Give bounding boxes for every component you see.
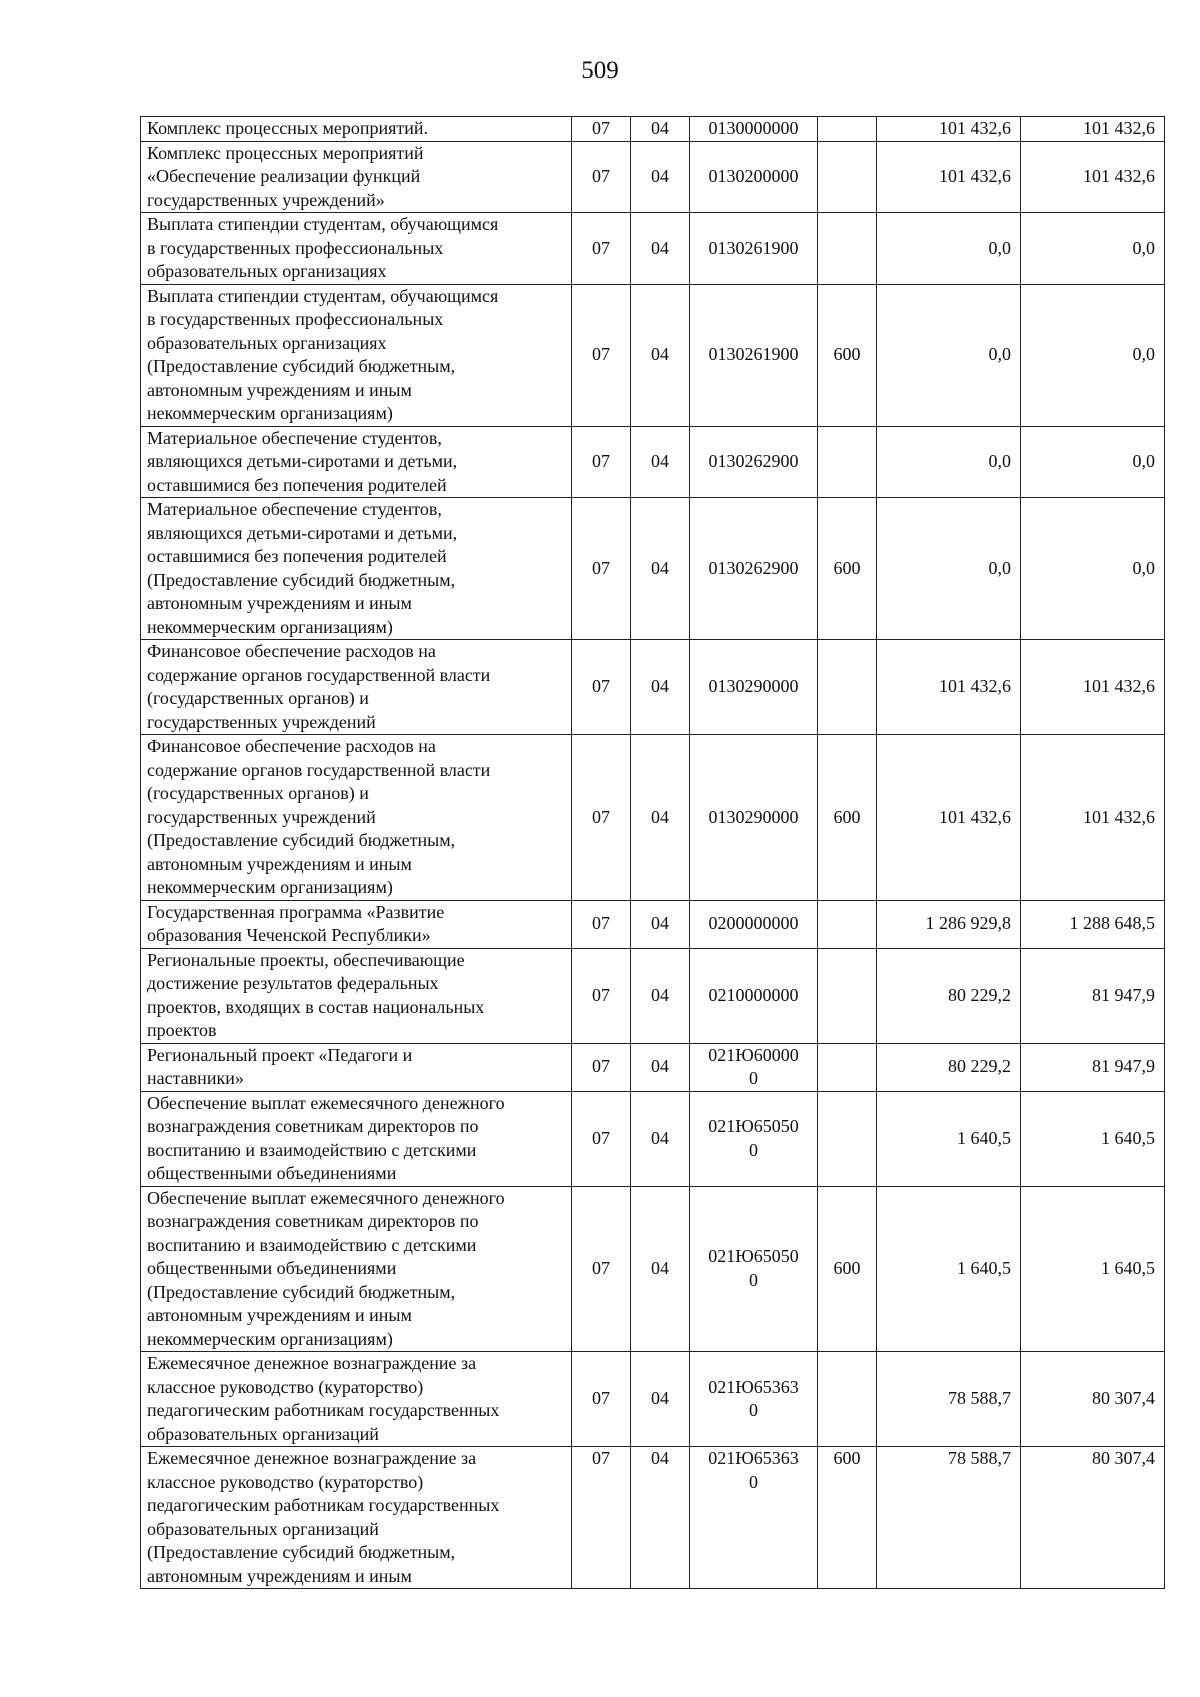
row-name-cell: Выплата стипендии студентам, обучающимся в государственных профессиональных образовательных организациях — [141, 213, 572, 285]
table-row — [141, 1352, 1165, 1447]
row-subsection-code: 04 — [631, 498, 690, 640]
row-target-article-code: 021Ю65050 0 — [690, 1091, 818, 1186]
row-target-article-code: 0200000000 — [690, 900, 818, 948]
row-amount-year-1: 0,0 — [877, 213, 1021, 285]
page-number: 509 — [581, 57, 619, 84]
row-target-article-code: 021Ю60000 0 — [690, 1043, 818, 1091]
row-name-cell: Ежемесячное денежное вознаграждение за классное руководство (кураторство) педагогическим работникам государственных образовательных организаций — [141, 1352, 572, 1447]
row-expense-type-code: 600 — [818, 735, 877, 901]
row-expense-type-code — [818, 426, 877, 498]
row-subsection-code: 04 — [631, 117, 690, 142]
row-subsection-code: 04 — [631, 213, 690, 285]
row-subsection-code: 04 — [631, 900, 690, 948]
table-row — [141, 1091, 1165, 1186]
row-target-article-code: 0130262900 — [690, 498, 818, 640]
row-expense-type-code: 600 — [818, 284, 877, 426]
row-amount-year-2: 101 432,6 — [1021, 141, 1165, 213]
row-subsection-code: 04 — [631, 948, 690, 1043]
row-subsection-code: 04 — [631, 1352, 690, 1447]
row-section-code: 07 — [572, 213, 631, 285]
row-target-article-code: 021Ю65363 0 — [690, 1447, 818, 1589]
row-section-code: 07 — [572, 735, 631, 901]
row-amount-year-2: 1 640,5 — [1021, 1186, 1165, 1352]
row-name-cell: Государственная программа «Развитие образования Чеченской Республики» — [141, 900, 572, 948]
row-amount-year-1: 1 640,5 — [877, 1186, 1021, 1352]
row-amount-year-1: 78 588,7 — [877, 1352, 1021, 1447]
row-target-article-code: 0130290000 — [690, 735, 818, 901]
row-amount-year-1: 78 588,7 — [877, 1447, 1021, 1589]
row-section-code: 07 — [572, 426, 631, 498]
row-expense-type-code — [818, 141, 877, 213]
row-amount-year-2: 0,0 — [1021, 426, 1165, 498]
row-name-cell: Выплата стипендии студентам, обучающимся в государственных профессиональных образовательных организациях (Предоставление субсидий бюджетным, автономным учреждениям и иным некоммерческим организациям) — [141, 284, 572, 426]
row-expense-type-code — [818, 948, 877, 1043]
row-section-code: 07 — [572, 1043, 631, 1091]
row-section-code: 07 — [572, 1186, 631, 1352]
row-amount-year-1: 101 432,6 — [877, 735, 1021, 901]
row-target-article-code: 021Ю65363 0 — [690, 1352, 818, 1447]
row-name-cell: Финансовое обеспечение расходов на содержание органов государственной власти (государственных органов) и государственных учреждений (Предоставление субсидий бюджетным, автономным учреждениям и иным некоммерческим организациям) — [141, 735, 572, 901]
row-expense-type-code — [818, 117, 877, 142]
row-target-article-code: 0130000000 — [690, 117, 818, 142]
row-name-cell: Материальное обеспечение студентов, являющихся детьми-сиротами и детьми, оставшимися без попечения родителей — [141, 426, 572, 498]
table-row — [141, 426, 1165, 498]
row-amount-year-2: 81 947,9 — [1021, 1043, 1165, 1091]
row-target-article-code: 0130261900 — [690, 213, 818, 285]
row-amount-year-1: 101 432,6 — [877, 640, 1021, 735]
budget-table-body — [141, 117, 1165, 1589]
row-section-code: 07 — [572, 1091, 631, 1186]
row-amount-year-2: 80 307,4 — [1021, 1352, 1165, 1447]
row-section-code: 07 — [572, 284, 631, 426]
row-subsection-code: 04 — [631, 1043, 690, 1091]
row-expense-type-code: 600 — [818, 1447, 877, 1589]
row-subsection-code: 04 — [631, 1447, 690, 1589]
row-subsection-code: 04 — [631, 1091, 690, 1186]
row-amount-year-2: 101 432,6 — [1021, 735, 1165, 901]
row-name-cell: Региональный проект «Педагоги и наставники» — [141, 1043, 572, 1091]
row-expense-type-code — [818, 640, 877, 735]
row-subsection-code: 04 — [631, 426, 690, 498]
row-amount-year-2: 0,0 — [1021, 213, 1165, 285]
row-name-cell: Материальное обеспечение студентов, являющихся детьми-сиротами и детьми, оставшимися без попечения родителей (Предоставление субсидий бюджетным, автономным учреждениям и иным некоммерческим организациям) — [141, 498, 572, 640]
row-section-code: 07 — [572, 498, 631, 640]
row-amount-year-1: 0,0 — [877, 284, 1021, 426]
row-amount-year-1: 1 640,5 — [877, 1091, 1021, 1186]
row-subsection-code: 04 — [631, 640, 690, 735]
row-amount-year-1: 0,0 — [877, 426, 1021, 498]
row-subsection-code: 04 — [631, 284, 690, 426]
row-target-article-code: 0130261900 — [690, 284, 818, 426]
row-section-code: 07 — [572, 117, 631, 142]
row-expense-type-code — [818, 1091, 877, 1186]
table-row — [141, 213, 1165, 285]
row-expense-type-code — [818, 1352, 877, 1447]
row-amount-year-2: 1 288 648,5 — [1021, 900, 1165, 948]
row-section-code: 07 — [572, 948, 631, 1043]
row-amount-year-1: 101 432,6 — [877, 117, 1021, 142]
table-row — [141, 1447, 1165, 1589]
row-amount-year-2: 0,0 — [1021, 284, 1165, 426]
table-row — [141, 640, 1165, 735]
table-row — [141, 498, 1165, 640]
row-target-article-code: 0130290000 — [690, 640, 818, 735]
row-expense-type-code: 600 — [818, 1186, 877, 1352]
table-row — [141, 117, 1165, 142]
row-section-code: 07 — [572, 1447, 631, 1589]
row-subsection-code: 04 — [631, 735, 690, 901]
row-name-cell: Финансовое обеспечение расходов на содержание органов государственной власти (государственных органов) и государственных учреждений — [141, 640, 572, 735]
table-row — [141, 1043, 1165, 1091]
row-expense-type-code — [818, 213, 877, 285]
row-name-cell: Ежемесячное денежное вознаграждение за классное руководство (кураторство) педагогическим работникам государственных образовательных организаций (Предоставление субсидий бюджетным, автономным учреждениям и иным — [141, 1447, 572, 1589]
row-target-article-code: 021Ю65050 0 — [690, 1186, 818, 1352]
table-row — [141, 284, 1165, 426]
row-amount-year-2: 101 432,6 — [1021, 117, 1165, 142]
row-amount-year-1: 1 286 929,8 — [877, 900, 1021, 948]
row-target-article-code: 0210000000 — [690, 948, 818, 1043]
row-expense-type-code — [818, 1043, 877, 1091]
row-section-code: 07 — [572, 141, 631, 213]
row-name-cell: Комплекс процессных мероприятий «Обеспечение реализации функций государственных учреждений» — [141, 141, 572, 213]
row-name-cell: Комплекс процессных мероприятий. — [141, 117, 572, 142]
row-expense-type-code: 600 — [818, 498, 877, 640]
row-subsection-code: 04 — [631, 1186, 690, 1352]
table-row — [141, 141, 1165, 213]
row-subsection-code: 04 — [631, 141, 690, 213]
table-row — [141, 948, 1165, 1043]
row-name-cell: Обеспечение выплат ежемесячного денежного вознаграждения советникам директоров по воспитанию и взаимодействию с детскими общественными объединениями (Предоставление субсидий бюджетным, автономным учреждениям и иным некоммерческим организациям) — [141, 1186, 572, 1352]
row-amount-year-2: 80 307,4 — [1021, 1447, 1165, 1589]
row-amount-year-2: 81 947,9 — [1021, 948, 1165, 1043]
row-section-code: 07 — [572, 640, 631, 735]
row-amount-year-1: 0,0 — [877, 498, 1021, 640]
table-row — [141, 1186, 1165, 1352]
table-row — [141, 900, 1165, 948]
row-amount-year-2: 0,0 — [1021, 498, 1165, 640]
table-row — [141, 735, 1165, 901]
row-expense-type-code — [818, 900, 877, 948]
row-name-cell: Обеспечение выплат ежемесячного денежного вознаграждения советникам директоров по воспитанию и взаимодействию с детскими общественными объединениями — [141, 1091, 572, 1186]
row-amount-year-2: 101 432,6 — [1021, 640, 1165, 735]
row-amount-year-1: 80 229,2 — [877, 1043, 1021, 1091]
budget-table — [140, 116, 1165, 1589]
row-amount-year-2: 1 640,5 — [1021, 1091, 1165, 1186]
row-name-cell: Региональные проекты, обеспечивающие достижение результатов федеральных проектов, входящих в состав национальных проектов — [141, 948, 572, 1043]
row-target-article-code: 0130262900 — [690, 426, 818, 498]
row-section-code: 07 — [572, 1352, 631, 1447]
row-amount-year-1: 80 229,2 — [877, 948, 1021, 1043]
row-target-article-code: 0130200000 — [690, 141, 818, 213]
row-section-code: 07 — [572, 900, 631, 948]
row-amount-year-1: 101 432,6 — [877, 141, 1021, 213]
